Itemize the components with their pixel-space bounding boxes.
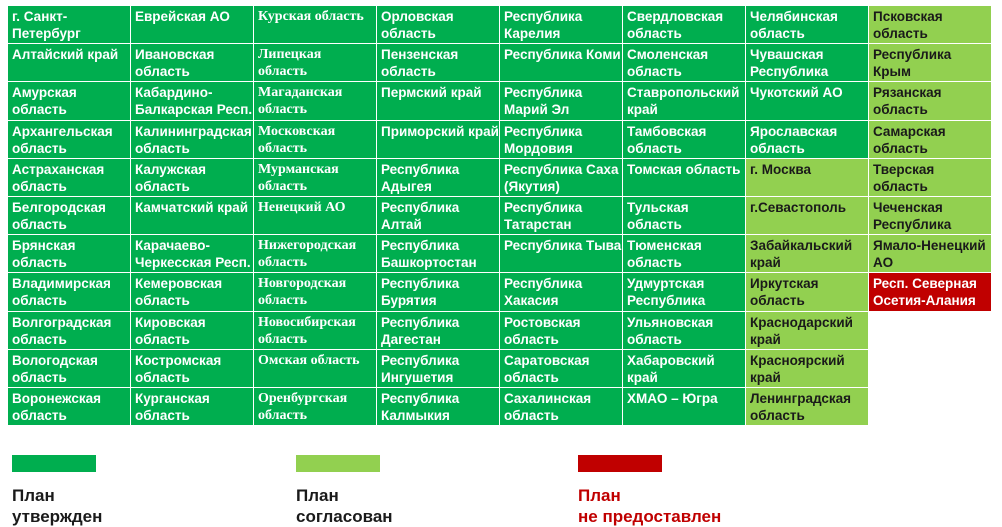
region-cell: Республика Дагестан <box>377 312 500 350</box>
region-cell: Владимирская область <box>8 273 131 311</box>
region-cell: Еврейская АО <box>131 6 254 44</box>
region-cell: Республика Бурятия <box>377 273 500 311</box>
legend-agreed <box>296 455 393 527</box>
region-cell: Республика Башкортостан <box>377 235 500 273</box>
region-cell: Ивановская область <box>131 44 254 82</box>
region-cell: Чукотский АО <box>746 82 869 120</box>
region-cell: Омская область <box>254 350 377 388</box>
region-cell: Смоленская область <box>623 44 746 82</box>
region-cell: Самарская область <box>869 121 992 159</box>
region-cell: Республика Саха (Якутия) <box>500 159 623 197</box>
region-cell: Республика Адыгея <box>377 159 500 197</box>
legend-swatch-agreed <box>296 455 380 472</box>
region-cell: Пермский край <box>377 82 500 120</box>
region-cell: Орловская область <box>377 6 500 44</box>
region-cell: Волгоградская область <box>8 312 131 350</box>
region-cell: Московская область <box>254 121 377 159</box>
region-cell: Ямало-Ненецкий АО <box>869 235 992 273</box>
region-cell: Хабаровский край <box>623 350 746 388</box>
region-cell: Свердловская область <box>623 6 746 44</box>
region-cell: Республика Ингушетия <box>377 350 500 388</box>
legend-label-agreed: План согласован <box>296 486 393 526</box>
legend-approved <box>12 455 102 527</box>
region-cell: Республика Хакасия <box>500 273 623 311</box>
region-cell: Республика Марий Эл <box>500 82 623 120</box>
region-cell: Липецкая область <box>254 44 377 82</box>
region-cell: Курганская область <box>131 388 254 426</box>
legend-swatch-missing <box>578 455 662 472</box>
region-cell: Тверская область <box>869 159 992 197</box>
region-cell: Республика Тыва <box>500 235 623 273</box>
region-cell: Калининградская область <box>131 121 254 159</box>
region-cell: Костромская область <box>131 350 254 388</box>
region-cell: Ульяновская область <box>623 312 746 350</box>
region-cell: Саратовская область <box>500 350 623 388</box>
region-cell: Респ. Северная Осетия-Алания <box>869 273 992 311</box>
region-cell: Республика Калмыкия <box>377 388 500 426</box>
region-cell: Белгородская область <box>8 197 131 235</box>
region-cell: Кемеровская область <box>131 273 254 311</box>
region-cell: Новосибирская область <box>254 312 377 350</box>
legend-label-approved: План утвержден <box>12 486 103 526</box>
region-cell: Забайкальский край <box>746 235 869 273</box>
region-cell: Республика Карелия <box>500 6 623 44</box>
region-cell: Кировская область <box>131 312 254 350</box>
region-cell: Амурская область <box>8 82 131 120</box>
region-cell: Ростовская область <box>500 312 623 350</box>
region-cell: Тульская область <box>623 197 746 235</box>
region-cell: Красноярский край <box>746 350 869 388</box>
region-cell: Иркутская область <box>746 273 869 311</box>
region-cell: Челябинская область <box>746 6 869 44</box>
region-cell: Рязанская область <box>869 82 992 120</box>
region-cell: Нижегородская область <box>254 235 377 273</box>
region-cell: Республика Крым <box>869 44 992 82</box>
region-cell: г. Санкт-Петербург <box>8 6 131 44</box>
region-cell: Удмуртская Республика <box>623 273 746 311</box>
legend-label-missing: План не предоставлен <box>578 486 722 526</box>
region-cell: Мурманская область <box>254 159 377 197</box>
region-cell: г. Москва <box>746 159 869 197</box>
region-cell: Сахалинская область <box>500 388 623 426</box>
region-cell: Камчатский край <box>131 197 254 235</box>
legend-swatch-approved <box>12 455 96 472</box>
region-cell: Новгородская область <box>254 273 377 311</box>
regions-grid <box>8 6 992 426</box>
region-cell: Чувашская Республика <box>746 44 869 82</box>
region-cell: Оренбургская область <box>254 388 377 426</box>
region-cell: Чеченская Республика <box>869 197 992 235</box>
region-cell: ХМАО – Югра <box>623 388 746 426</box>
region-cell: Астраханская область <box>8 159 131 197</box>
region-cell: Брянская область <box>8 235 131 273</box>
region-cell: Ярославская область <box>746 121 869 159</box>
region-cell: Кабардино- Балкарская Респ. <box>131 82 254 120</box>
region-cell: Ленинградская область <box>746 388 869 426</box>
region-cell: Ненецкий АО <box>254 197 377 235</box>
region-cell: Краснодарский край <box>746 312 869 350</box>
region-cell: Вологодская область <box>8 350 131 388</box>
region-cell: Томская область <box>623 159 746 197</box>
region-cell: Псковская область <box>869 6 992 44</box>
region-cell: Алтайский край <box>8 44 131 82</box>
region-cell: Тюменская область <box>623 235 746 273</box>
region-cell: Республика Коми <box>500 44 623 82</box>
region-cell: Республика Мордовия <box>500 121 623 159</box>
region-cell: г.Севастополь <box>746 197 869 235</box>
legend-missing <box>578 455 721 527</box>
region-cell: Ставропольский край <box>623 82 746 120</box>
region-cell: Приморский край <box>377 121 500 159</box>
region-cell: Воронежская область <box>8 388 131 426</box>
region-cell: Республика Татарстан <box>500 197 623 235</box>
region-cell: Курская область <box>254 6 377 44</box>
region-cell: Калужская область <box>131 159 254 197</box>
region-cell: Республика Алтай <box>377 197 500 235</box>
region-cell: Магаданская область <box>254 82 377 120</box>
region-cell: Архангельская область <box>8 121 131 159</box>
region-cell: Пензенская область <box>377 44 500 82</box>
region-cell: Тамбовская область <box>623 121 746 159</box>
region-cell: Карачаево- Черкесская Респ. <box>131 235 254 273</box>
